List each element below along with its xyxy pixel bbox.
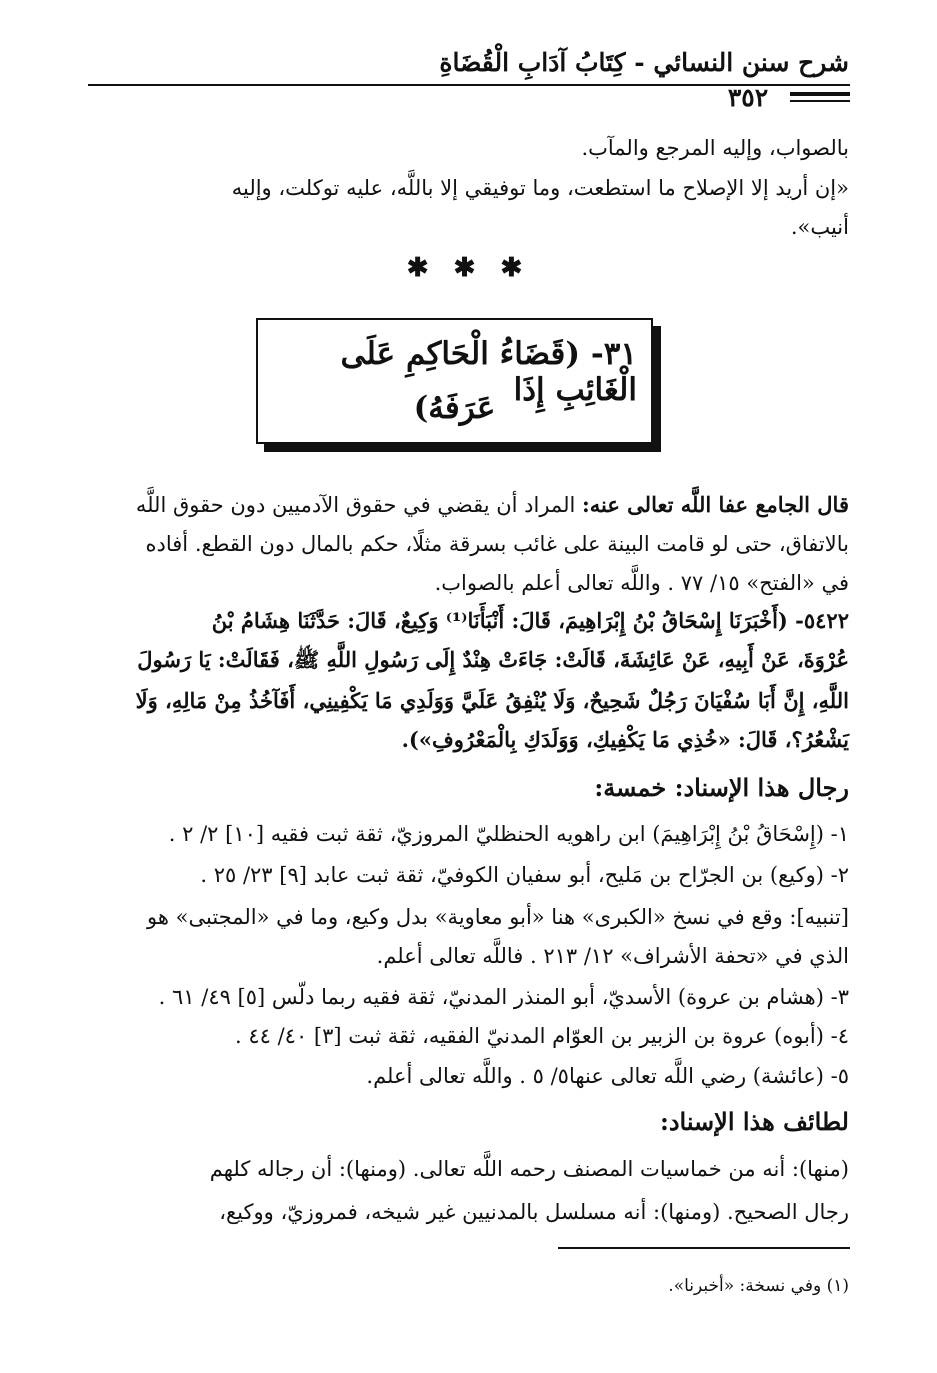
hadith-line-4: يَشْعُرُ؟، قَالَ: «خُذِي مَا يَكْفِيكِ، وَوَلَدَكِ بِالْمَعْرُوفِ»).	[401, 727, 849, 752]
section-separator: ✱ ✱ ✱	[406, 253, 531, 283]
lataif-heading: لطائف هذا الإسناد:	[659, 1107, 849, 1136]
rijal-line-5: ٥- (عائشة) رضي اللَّه تعالى عنها٥/ ٥ . واللَّه تعالى أعلم.	[366, 1064, 849, 1088]
chapter-title-line-2: عَرَفَهُ)	[413, 390, 496, 426]
rijal-line-4: ٤- (أبوه) عروة بن الزبير بن العوّام المدنيّ الفقيه، ثقة ثبت [٣] ٤٠/ ٤٤ .	[234, 1024, 849, 1048]
header-rule-thin	[790, 100, 850, 102]
commentary-line-3: في «الفتح» ١٥/ ٧٧ . واللَّه تعالى أعلم بالصواب.	[434, 571, 849, 595]
rijal-line-3: ٣- (هشام بن عروة) الأسديّ، أبو المنذر المدنيّ، ثقة فقيه ربما دلّس [٥] ٤٩/ ٦١ .	[158, 985, 849, 1009]
rijal-note-line-1: [تنبيه]: وقع في نسخ «الكبرى» هنا «أبو معاوية» بدل وكيع، وما في «المجتبى» هو	[147, 905, 849, 929]
chapter-title-line-1: ٣١- (قَضَاءُ الْحَاكِمِ عَلَى الْغَائِبِ إِذَا	[340, 336, 637, 408]
header-rule-thick	[790, 92, 850, 96]
commentary-text-1: المراد أن يقضي في حقوق الآدميين دون حقوق اللَّه	[135, 493, 582, 517]
commentary-lead: قال الجامع عفا اللَّه تعالى عنه:	[581, 492, 849, 517]
intro-line-2: «إن أريد إلا الإصلاح ما استطعت، وما توفيقي إلا باللَّه، عليه توكلت، وإليه	[231, 176, 849, 200]
hadith-line-3: اللَّهِ، إِنَّ أَبَا سُفْيَانَ رَجُلٌ شَحِيحٌ، وَلَا يُنْفِقُ عَلَيَّ وَوَلَدِي مَا يَكْفِينِي، أَفَآخُذُ مِنْ مَالِهِ، وَلَا	[135, 688, 849, 713]
chapter-title-box	[256, 318, 659, 450]
rijal-line-1: ١- (إِسْحَاقُ بْنُ إِبْرَاهِيمَ) ابن راهويه الحنظليّ المروزيّ، ثقة ثبت فقيه [١٠] ٢/ ٢ .	[168, 822, 849, 846]
intro-line-1: بالصواب، وإليه المرجع والمآب.	[581, 136, 849, 160]
intro-line-3: أنيب».	[790, 215, 849, 239]
hadith-line-1: ٥٤٢٢- (أَخْبَرَنَا إِسْحَاقُ بْنُ إِبْرَاهِيمَ، قَالَ: أَنْبَأَنَا⁽¹⁾ وَكِيعٌ، قَالَ: حَدَّثَنَا هِشَامُ بْنُ	[211, 608, 849, 633]
footnote: (١) وفي نسخة: «أخبرنا».	[668, 1276, 849, 1296]
rijal-line-2: ٢- (وكيع) بن الجرّاح بن مَليح، أبو سفيان الكوفيّ، ثقة ثبت عابد [٩] ٢٣/ ٢٥ .	[200, 863, 849, 887]
lataif-line-2: رجال الصحيح. (ومنها): أنه مسلسل بالمدنيين غير شيخه، فمروزيّ، ووكيع،	[219, 1200, 849, 1224]
commentary-line-1	[87, 490, 849, 520]
rijal-heading: رجال هذا الإسناد: خمسة:	[594, 773, 849, 802]
hadith-line-2: عُرْوَةَ، عَنْ أَبِيهِ، عَنْ عَائِشَةَ، قَالَتْ: جَاءَتْ هِنْدٌ إِلَى رَسُولِ اللَّهِ ﷺ، فَقَالَتْ: يَا رَسُولَ	[137, 647, 849, 672]
page-number: ٣٥٢	[727, 83, 769, 112]
lataif-line-1: (منها): أنه من خماسيات المصنف رحمه اللَّه تعالى. (ومنها): أن رجاله كلهم	[209, 1157, 849, 1181]
footnote-rule	[558, 1247, 850, 1249]
running-header-title: شرح سنن النسائي - كِتَابُ آدَابِ الْقُضَاةِ	[439, 48, 849, 77]
commentary-line-2: بالاتفاق، حتى لو قامت البينة على غائب بسرقة مثلًا، حكم بالمال دون القطع. أفاده	[145, 532, 849, 556]
rijal-note-line-2: الذي في «تحفة الأشراف» ١٢/ ٢١٣ . فاللَّه تعالى أعلم.	[376, 944, 849, 968]
